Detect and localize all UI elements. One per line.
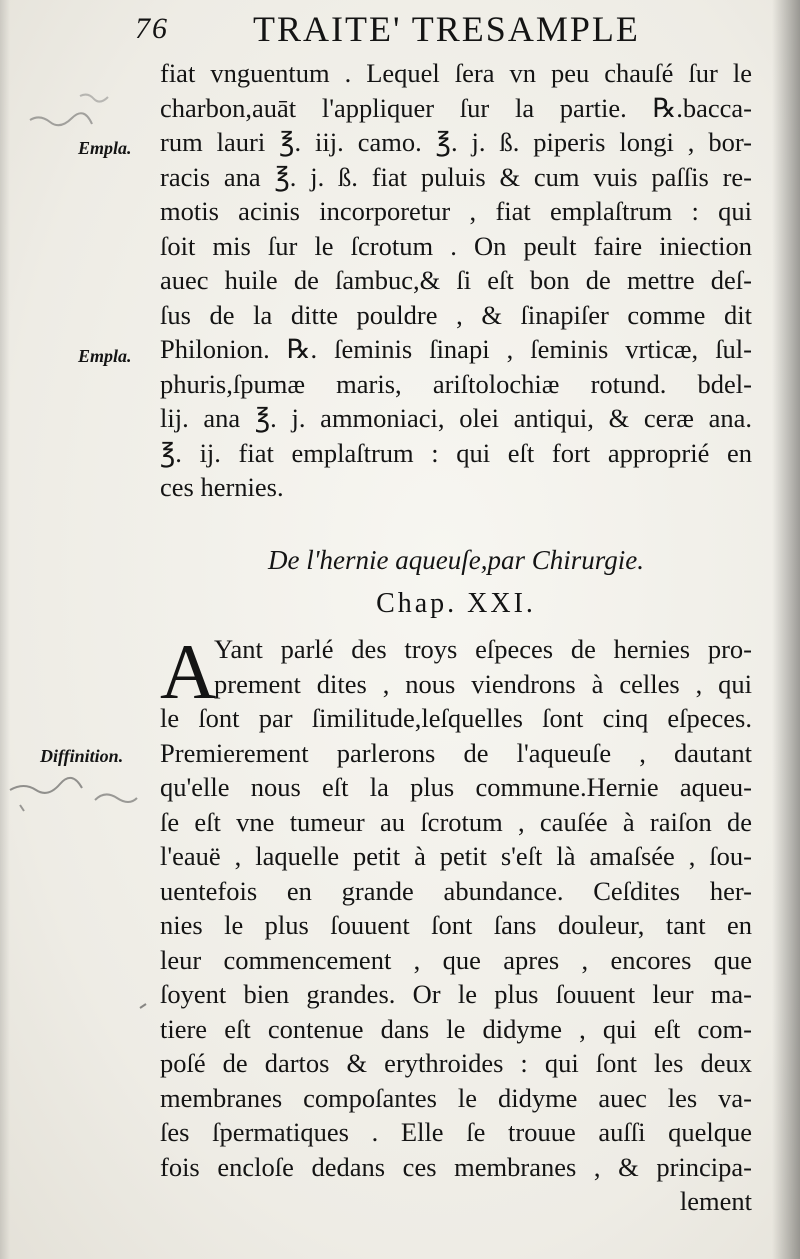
text-line: le ſont par ſimilitude,leſquelles ſont cinq eſpeces. xyxy=(160,703,752,733)
text-line: membranes compoſantes le didyme auec les va- xyxy=(160,1082,752,1113)
text-line: ℥. ij. fiat emplaſtrum : qui eſt fort approprié en xyxy=(160,437,752,468)
text-line: Premierement parlerons de l'aqueuſe , dautant xyxy=(160,737,752,768)
text-line: ſoyent bien grandes. Or le plus ſouuent leur ma- xyxy=(160,979,752,1009)
gutter-shadow xyxy=(772,0,800,1259)
text-line: tiere eſt contenue dans le didyme , qui eſt com- xyxy=(160,1013,752,1044)
text-line: Philonion. ℞. ſeminis ſinapi , ſeminis vrticæ, ſul- xyxy=(160,334,752,364)
text-line: fiat vnguentum . Lequel ſera vn peu chauſé ſur le xyxy=(160,58,752,88)
text-block-chapter xyxy=(160,628,752,1219)
text-line: charbon,auāt l'appliquer ſur la partie. ℞.bacca- xyxy=(160,92,752,123)
handwritten-marginalia-mark xyxy=(0,0,160,1259)
text-line: auec huile de ſambuc,& ſi eſt bon de mettre deſ- xyxy=(160,265,752,295)
text-line: leur commencement , que apres , encores que xyxy=(160,944,752,975)
text-line: fois encloſe dedans ces membranes , & principa- xyxy=(160,1151,752,1182)
text-line: l'eauë , laquelle petit à petit s'eſt là amaſsée , ſou- xyxy=(160,841,752,871)
text-line: phuris,ſpumæ maris, ariſtolochiæ rotund. bdel- xyxy=(160,368,752,399)
text-line: qu'elle nous eſt la plus commune.Hernie aqueu- xyxy=(160,772,752,802)
margin-note-empla: Empla. xyxy=(78,138,132,158)
text-line: lij. ana ℥. j. ammoniaci, olei antiqui, & ceræ ana. xyxy=(160,403,752,433)
drop-cap: A xyxy=(160,628,217,715)
chapter-heading: Chap. XXI. xyxy=(376,588,536,619)
text-line: ces hernies. xyxy=(160,472,284,502)
text-line: ſus de la ditte pouldre , & ſinapiſer comme dit xyxy=(160,299,752,330)
section-heading: De l'hernie aqueuſe,par Chirurgie. xyxy=(268,545,644,575)
text-line: Yant parlé des troys eſpeces de hernies pro- xyxy=(214,634,752,664)
margin-note-empla: Empla. xyxy=(78,346,132,366)
running-title: TRAITE' TRESAMPLE xyxy=(253,9,640,49)
text-line: uentefois en grande abundance. Ceſdites her- xyxy=(160,875,752,906)
text-line: poſé de dartos & erythroides : qui ſont les deux xyxy=(160,1048,752,1078)
page-header xyxy=(135,8,755,52)
catchword: lement xyxy=(679,1186,752,1216)
text-line: nies le plus ſouuent ſont ſans douleur, tant en xyxy=(160,910,752,940)
text-block-remedies xyxy=(160,56,752,505)
text-line: ſe eſt vne tumeur au ſcrotum , cauſée à raiſon de xyxy=(160,806,752,837)
text-line: ſoit mis ſur le ſcrotum . On peult faire iniection xyxy=(160,230,752,261)
text-line: motis acinis incorporetur , fiat emplaſtrum : qui xyxy=(160,196,752,226)
text-line: racis ana ℥. j. ß. fiat puluis & cum vuis paſſis re- xyxy=(160,161,752,192)
text-line: rum lauri ℥. iij. camo. ℥. j. ß. piperis longi , bor- xyxy=(160,127,752,157)
margin-note-diffinition: Diffinition. xyxy=(40,746,124,766)
text-line: ſes ſpermatiques . Elle ſe trouue auſſi quelque xyxy=(160,1117,752,1147)
page-number: 76 xyxy=(135,12,169,45)
text-line: prement dites , nous viendrons à celles , qui xyxy=(214,668,752,699)
